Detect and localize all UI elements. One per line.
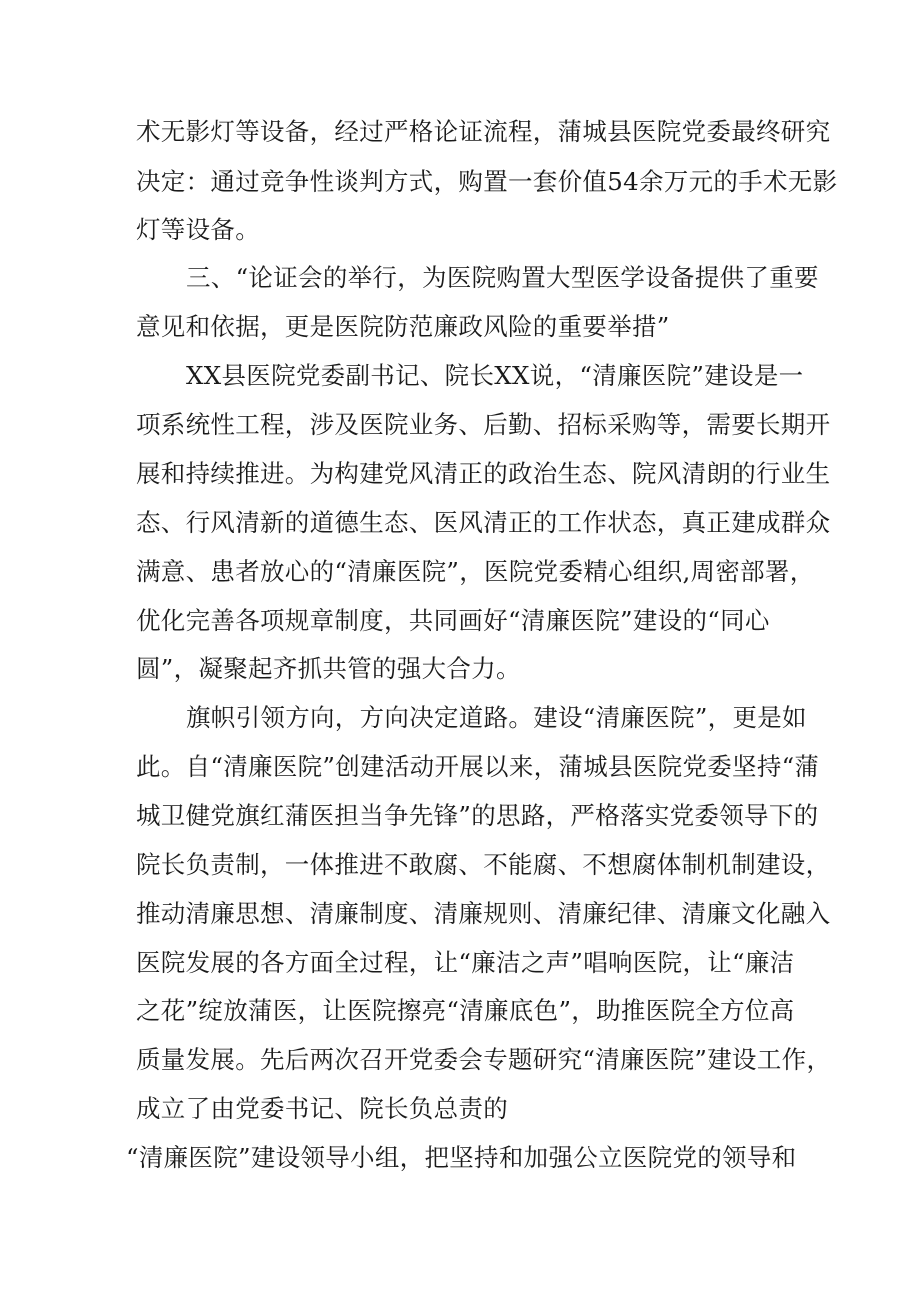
text-line: 成立了由党委书记、院长负总责的 <box>136 1094 508 1123</box>
text-line: 城卫健党旗红蒲医担当争先锋”的思路，严格落实党委领导下的 <box>136 801 819 830</box>
text-line: 术无影灯等设备，经过严格论证流程，蒲城县医院党委最终研究 <box>136 117 831 146</box>
text-line: 质量发展。先后两次召开党委会专题研究“清廉医院”建设工作， <box>136 1045 832 1074</box>
text-line: 院长负责制，一体推进不敢腐、不能腐、不想腐体制机制建设， <box>136 850 831 879</box>
text-line: 展和持续推进。为构建党风清正的政治生态、院风清朗的行业生 <box>136 459 831 488</box>
text-line: 意见和依据，更是医院防范廉政风险的重要举措” <box>136 312 670 341</box>
text-line: XX县医院党委副书记、院长XX说，“清廉医院”建设是一 <box>186 361 804 390</box>
text-line: 满意、患者放心的“清廉医院”，医院党委精心组织,周密部署， <box>136 557 815 586</box>
text-line: 态、行风清新的道德生态、医风清正的工作状态，真正建成群众 <box>136 508 831 537</box>
text-line: 旗帜引领方向，方向决定道路。建设“清廉医院”，更是如 <box>186 703 807 732</box>
text-line: “清廉医院”建设领导小组，把坚持和加强公立医院党的领导和 <box>126 1143 797 1172</box>
text-line: 此。自“清廉医院”创建活动开展以来，蒲城县医院党委坚持“蒲 <box>136 752 820 781</box>
text-line: 优化完善各项规章制度，共同画好“清廉医院”建设的“同心 <box>136 606 770 635</box>
text-line: 决定：通过竞争性谈判方式，购置一套价值54余万元的手术无影 <box>136 167 838 196</box>
text-line: 项系统性工程，涉及医院业务、后勤、招标采购等，需要长期开 <box>136 410 831 439</box>
text-line: 推动清廉思想、清廉制度、清廉规则、清廉纪律、清廉文化融入 <box>136 899 831 928</box>
text-line: 灯等设备。 <box>136 215 260 244</box>
text-line: 之花”绽放蒲医，让医院擦亮“清廉底色”，助推医院全方位高 <box>136 996 795 1025</box>
text-line: 三、“论证会的举行，为医院购置大型医学设备提供了重要 <box>186 263 819 292</box>
text-line: 圆”，凝聚起齐抓共管的强大合力。 <box>136 654 521 683</box>
text-line: 医院发展的各方面全过程，让“廉洁之声”唱响医院，让“廉洁 <box>136 948 795 977</box>
